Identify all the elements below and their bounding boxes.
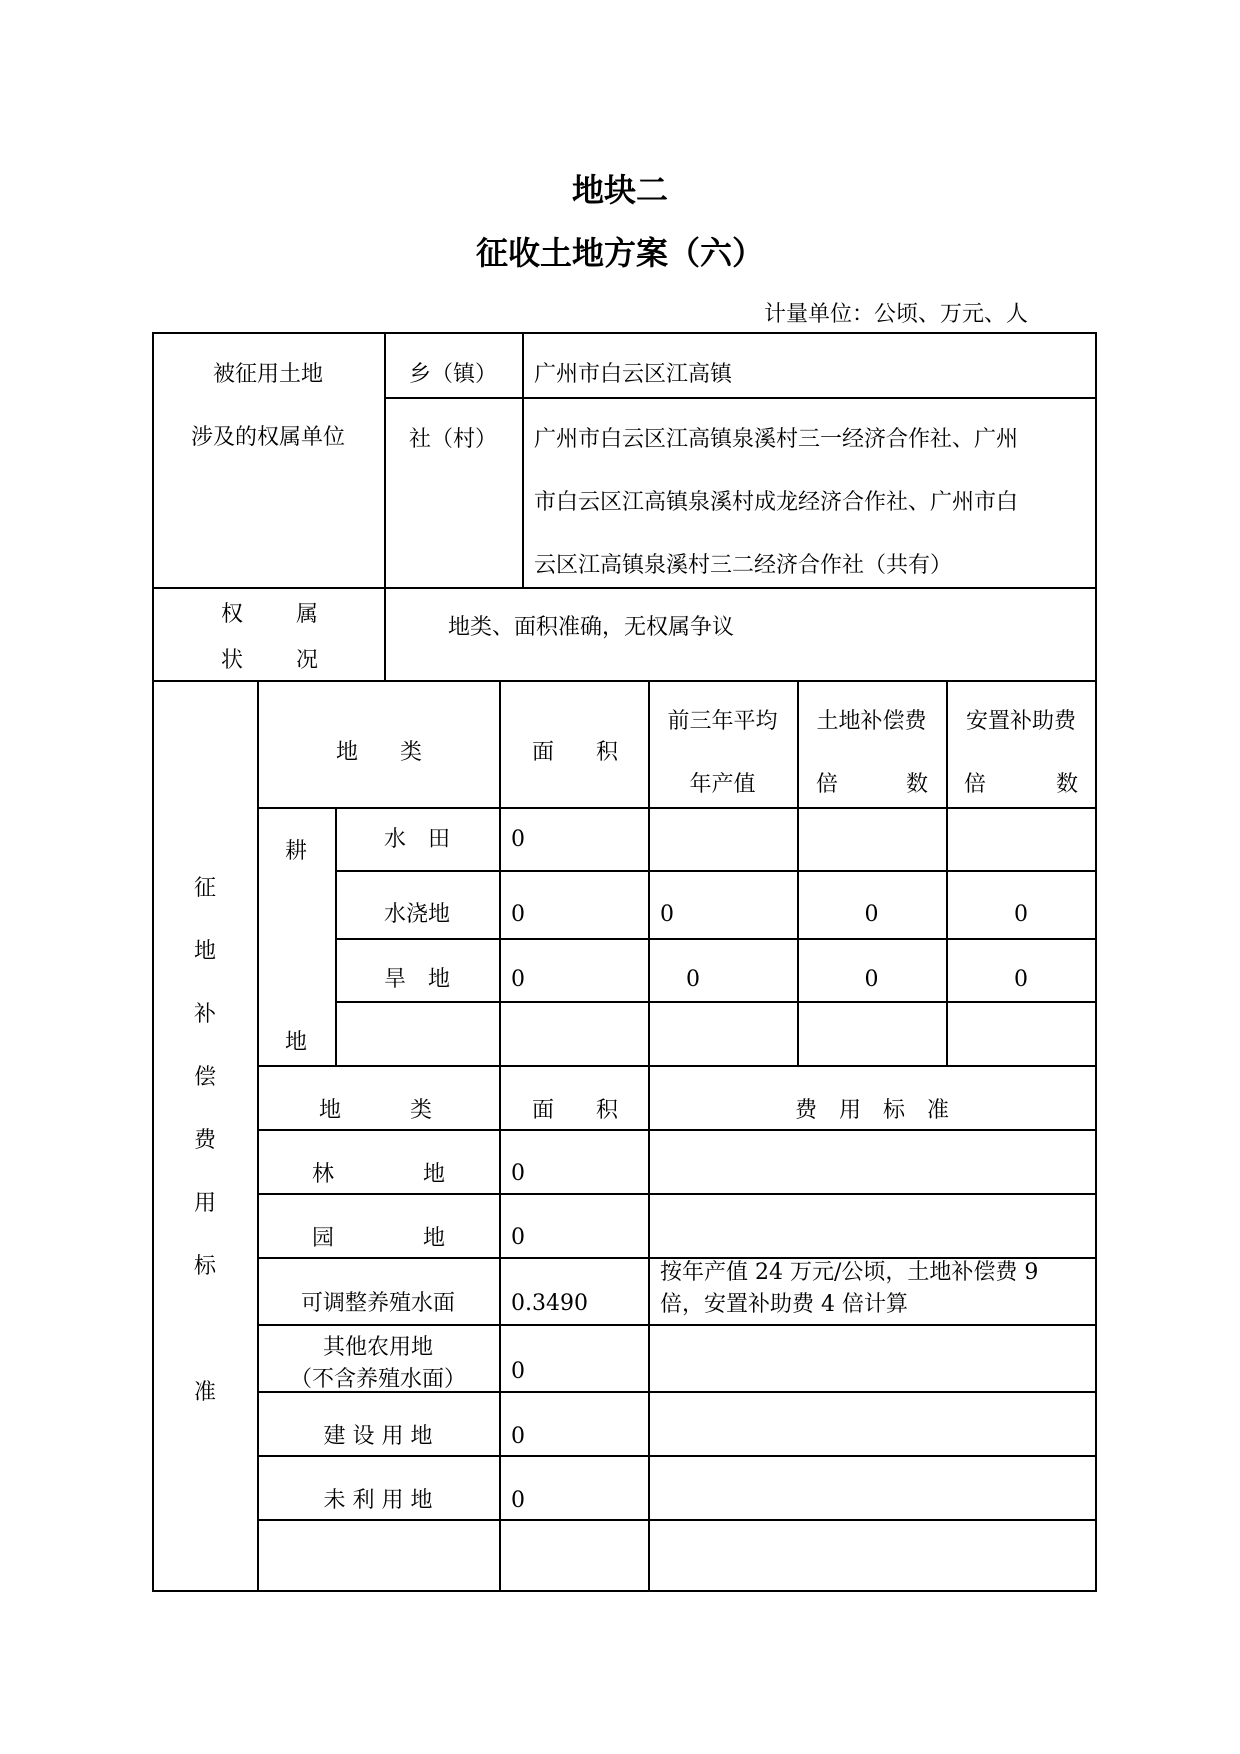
document-subtitle: 征收土地方案（六） xyxy=(475,234,764,272)
header-land-comp: 土地补偿费 xyxy=(816,708,927,734)
other-area: 0 xyxy=(511,1224,525,1250)
cultivated-type: 水浇地 xyxy=(383,901,450,927)
header-land-comp-char: 数 xyxy=(905,771,928,797)
village-value-line3: 云区江高镇泉溪村三二经济合作社（共有） xyxy=(534,552,953,578)
village-value-line2: 市白云区江高镇泉溪村成龙经济合作社、广州市白 xyxy=(534,489,1019,515)
status-label-char: 状 xyxy=(220,647,243,673)
side-label-char: 费 xyxy=(193,1127,216,1153)
side-label-char: 偿 xyxy=(193,1064,216,1090)
village-value-line1: 广州市白云区江高镇泉溪村三一经济合作社、广州 xyxy=(534,426,1019,452)
header2-area-char: 面 xyxy=(531,1097,554,1123)
header2-land-type-char: 地 xyxy=(318,1097,341,1123)
cultivated-area: 0 xyxy=(511,826,525,852)
status-label-char: 权 xyxy=(220,601,243,627)
status-label-char: 况 xyxy=(295,647,318,673)
status-label-char: 属 xyxy=(295,601,318,627)
other-area: 0 xyxy=(511,1160,525,1186)
cultivated-resettle: 0 xyxy=(1014,966,1028,992)
side-label-char: 地 xyxy=(193,938,216,964)
other-type-char: 地 xyxy=(422,1225,445,1251)
town-label: 乡（镇） xyxy=(408,361,497,387)
other-type: （不含养殖水面） xyxy=(289,1366,466,1392)
side-label-char: 用 xyxy=(193,1190,216,1216)
town-value: 广州市白云区江高镇 xyxy=(534,361,733,387)
other-type-char: 林 xyxy=(311,1161,334,1187)
header-area-char: 面 xyxy=(531,739,554,765)
cultivated-type: 旱 地 xyxy=(383,966,450,992)
header-resettle-char: 倍 xyxy=(963,771,986,797)
side-label-char: 补 xyxy=(193,1001,216,1027)
side-label-char: 征 xyxy=(193,875,216,901)
header-area-char: 积 xyxy=(595,739,618,765)
cultivated-area: 0 xyxy=(511,966,525,992)
other-type: 其他农用地 xyxy=(322,1334,433,1360)
header-land-comp-char: 倍 xyxy=(815,771,838,797)
header-resettle: 安置补助费 xyxy=(965,708,1076,734)
other-area: 0.3490 xyxy=(511,1290,588,1316)
ownership-label-line2: 涉及的权属单位 xyxy=(190,424,345,450)
cultivated-label-bottom: 地 xyxy=(284,1029,307,1055)
cultivated-yield: 0 xyxy=(660,901,674,927)
header-avg-yield: 前三年平均 xyxy=(667,708,778,734)
header2-area-char: 积 xyxy=(595,1097,618,1123)
other-type: 可调整养殖水面 xyxy=(300,1290,455,1316)
village-label: 社（村） xyxy=(408,426,497,452)
side-label-char: 标 xyxy=(193,1253,216,1279)
header-land-type-char: 类 xyxy=(399,739,422,765)
header-land-type-char: 地 xyxy=(335,739,358,765)
unit-note: 计量单位：公顷、万元、人 xyxy=(764,302,1029,327)
cultivated-yield: 0 xyxy=(686,966,700,992)
other-type-char: 园 xyxy=(311,1225,334,1251)
cultivated-land-comp: 0 xyxy=(864,966,879,992)
status-value: 地类、面积准确，无权属争议 xyxy=(448,614,735,640)
side-label-char: 准 xyxy=(193,1379,216,1405)
cultivated-type: 水 田 xyxy=(383,826,450,852)
header2-land-type-char: 类 xyxy=(409,1097,432,1123)
other-type-char: 地 xyxy=(422,1161,445,1187)
header-avg-yield: 年产值 xyxy=(689,771,756,797)
other-type: 建 设 用 地 xyxy=(323,1423,433,1449)
other-standard: 倍，安置补助费 4 倍计算 xyxy=(660,1291,908,1317)
header-resettle-char: 数 xyxy=(1055,771,1078,797)
document-title: 地块二 xyxy=(571,171,668,209)
cultivated-area: 0 xyxy=(511,901,525,927)
cultivated-resettle: 0 xyxy=(1014,901,1028,927)
other-area: 0 xyxy=(511,1423,525,1449)
other-standard: 按年产值 24 万元/公顷，土地补偿费 9 xyxy=(660,1259,1039,1285)
cultivated-land-comp: 0 xyxy=(864,901,879,927)
other-area: 0 xyxy=(511,1487,525,1513)
cultivated-label-top: 耕 xyxy=(284,838,307,864)
ownership-label-line1: 被征用土地 xyxy=(212,361,323,387)
other-area: 0 xyxy=(511,1358,525,1384)
other-type: 未 利 用 地 xyxy=(323,1487,433,1513)
header2-standard: 费 用 标 准 xyxy=(794,1097,949,1123)
